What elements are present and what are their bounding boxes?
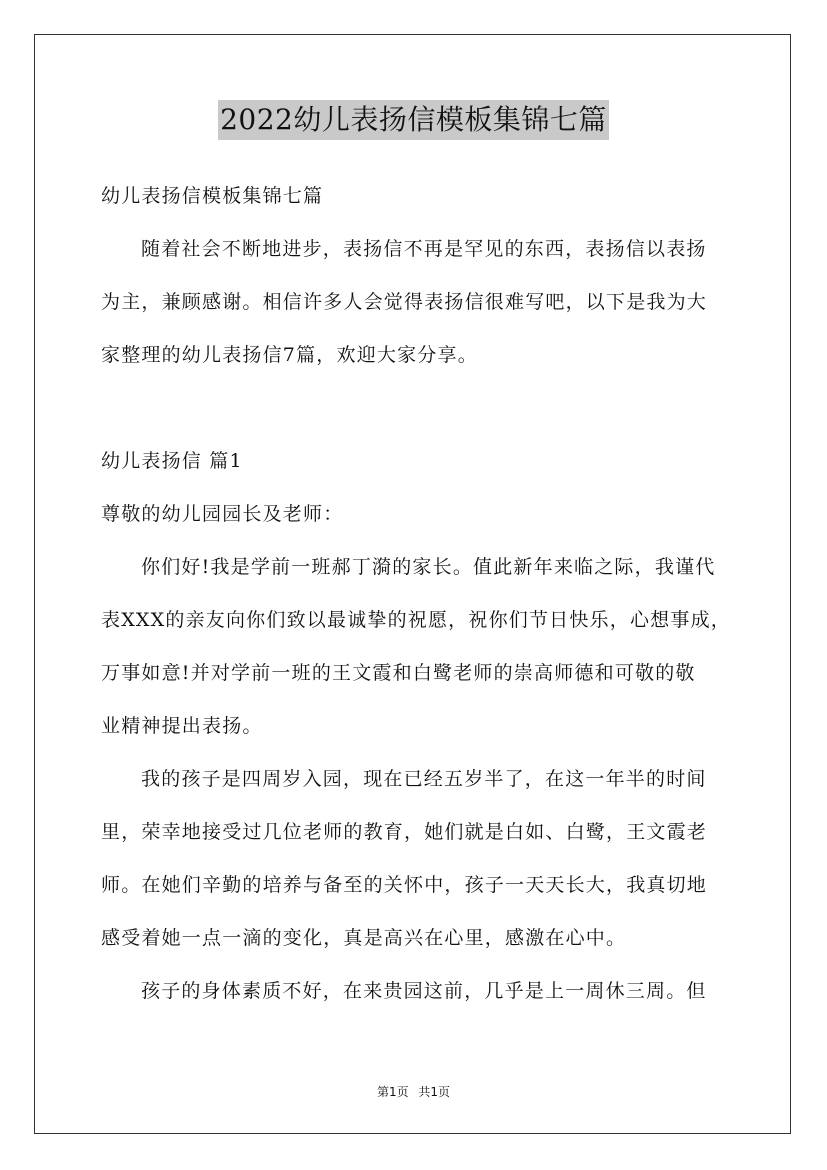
page-footer xyxy=(0,1083,827,1100)
paragraph-line: 孩子的身体素质不好，在来贵园这前，几乎是上一周休三周。但 xyxy=(141,980,707,1002)
paragraph-line: 我的孩子是四周岁入园，现在已经五岁半了，在这一年半的时间 xyxy=(141,768,707,790)
page-number: 第1页 xyxy=(376,1085,409,1099)
blank-line xyxy=(101,382,726,435)
paragraph-line: 家整理的幼儿表扬信7篇，欢迎大家分享。 xyxy=(101,344,478,366)
paragraph-line: 万事如意!并对学前一班的王文霞和白鹭老师的崇高师德和可敬的敬 xyxy=(101,662,696,684)
paragraph-line: 你们好!我是学前一班郝丁漪的家长。值此新年来临之际，我谨代 xyxy=(141,556,716,578)
paragraph-line: 业精神提出表扬。 xyxy=(101,715,263,737)
document-title: 2022幼儿表扬信模板集锦七篇 xyxy=(218,100,609,140)
paragraph-line: 里，荣幸地接受过几位老师的教育，她们就是白如、白鹭，王文霞老 xyxy=(101,821,708,843)
paragraph-line: 为主，兼顾感谢。相信许多人会觉得表扬信很难写吧，以下是我为大 xyxy=(101,291,708,313)
document-body xyxy=(101,170,731,1018)
paragraph-line: 随着社会不断地进步，表扬信不再是罕见的东西，表扬信以表扬 xyxy=(141,238,707,260)
title-container xyxy=(0,100,827,140)
paragraph-line: 师。在她们辛勤的培养与备至的关怀中，孩子一天天长大，我真切地 xyxy=(101,874,708,896)
paragraph-line: 表XXX的亲友向你们致以最诚挚的祝愿，祝你们节日快乐，心想事成， xyxy=(101,609,731,631)
section-heading: 幼儿表扬信 篇1 xyxy=(101,450,243,472)
page-total: 共1页 xyxy=(418,1085,451,1099)
subtitle-line: 幼儿表扬信模板集锦七篇 xyxy=(101,185,324,207)
salutation-line: 尊敬的幼儿园园长及老师： xyxy=(101,503,344,525)
paragraph-line: 感受着她一点一滴的变化，真是高兴在心里，感激在心中。 xyxy=(101,927,627,949)
